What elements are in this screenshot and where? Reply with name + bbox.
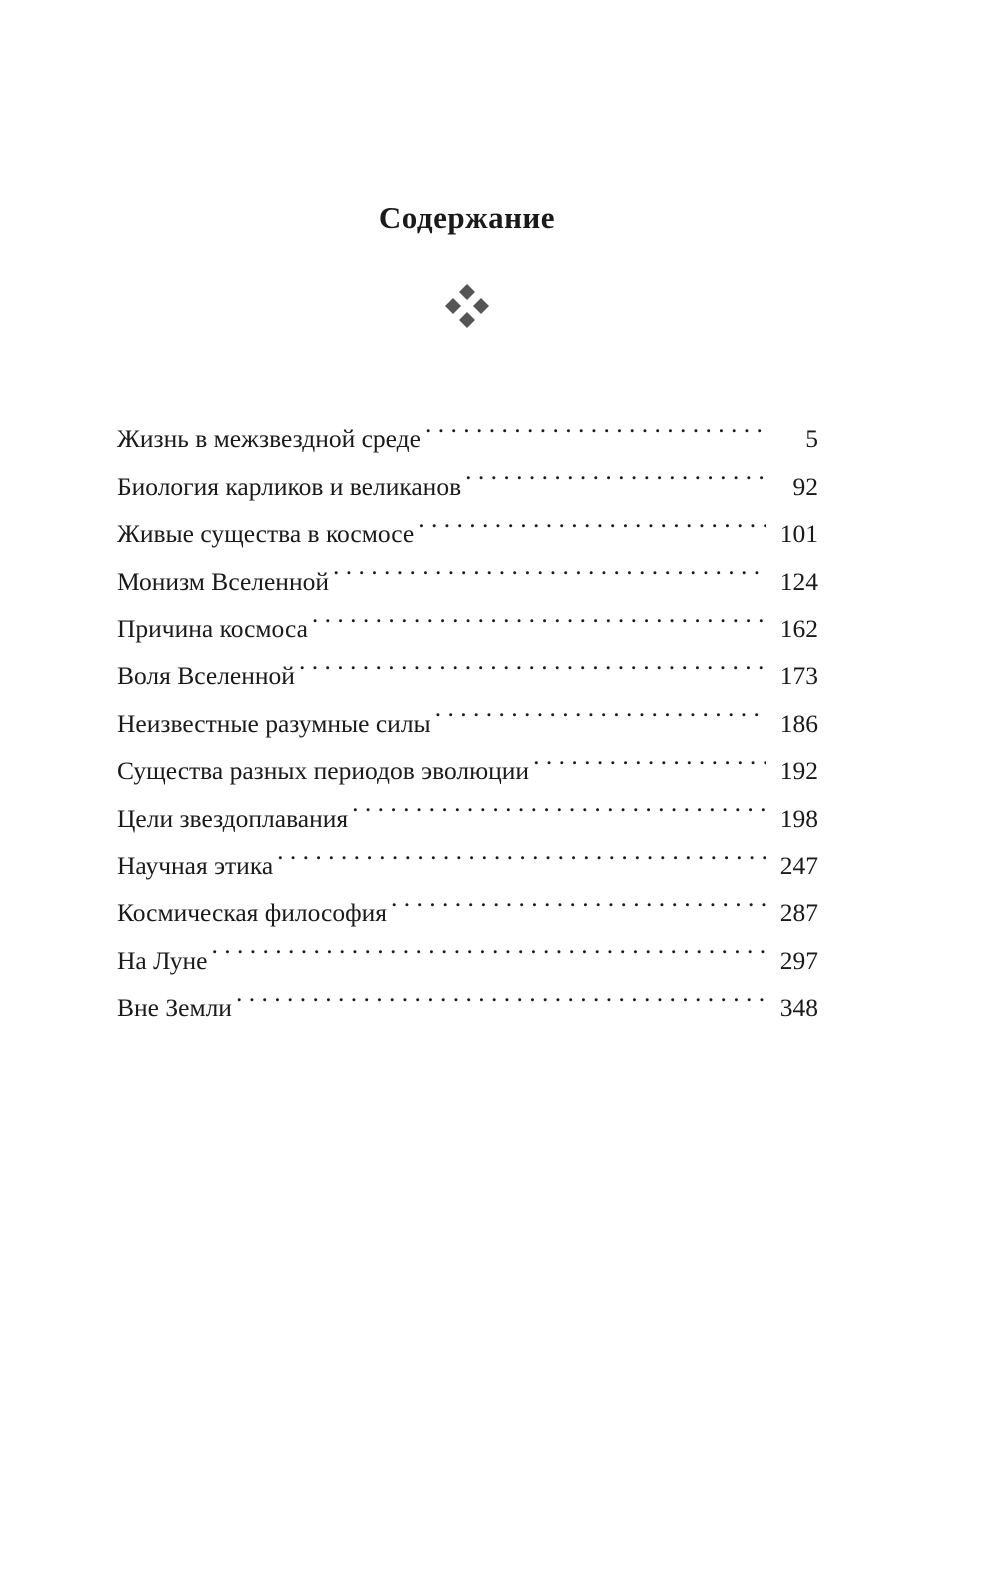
dot-leader	[312, 590, 766, 637]
dot-leader	[391, 874, 766, 921]
table-of-contents	[117, 400, 818, 1023]
toc-entry-title: Биология карликов и великанов	[117, 463, 465, 510]
toc-entry-page: 192	[766, 747, 818, 794]
toc-entry-page: 186	[766, 700, 818, 747]
toc-entry-page: 5	[766, 415, 818, 462]
toc-entry-page: 124	[766, 558, 818, 605]
toc-entry-page: 297	[766, 937, 818, 984]
toc-entry-title: Вне Земли	[117, 984, 236, 1031]
dot-leader	[435, 684, 766, 731]
dot-leader	[352, 779, 766, 826]
dot-leader	[425, 400, 766, 447]
toc-entry-page: 173	[766, 652, 818, 699]
dot-leader	[211, 921, 766, 968]
toc-entry[interactable]	[117, 921, 818, 975]
toc-entry[interactable]	[117, 969, 818, 1023]
toc-entry-page: 287	[766, 889, 818, 936]
toc-entry-page: 162	[766, 605, 818, 652]
dot-leader	[236, 969, 766, 1016]
toc-entry-title: Научная этика	[117, 842, 277, 889]
toc-entry-page: 348	[766, 984, 818, 1031]
toc-entry-page: 198	[766, 795, 818, 842]
four-diamond-ornament-icon	[443, 282, 491, 330]
toc-entry-title: Существа разных периодов эволюции	[117, 747, 533, 794]
toc-entry-title: Жизнь в межзвездной среде	[117, 415, 425, 462]
toc-entry-title: Воля Вселенной	[117, 652, 299, 699]
toc-entry[interactable]	[117, 400, 818, 454]
dot-leader	[465, 447, 766, 494]
dot-leader	[277, 827, 766, 874]
toc-entry-title: Причина космоса	[117, 605, 312, 652]
dot-leader	[418, 495, 766, 542]
toc-entry-page: 247	[766, 842, 818, 889]
page-title: Содержание	[378, 200, 556, 235]
toc-entry-title: Живые существа в космосе	[117, 510, 418, 557]
dot-leader	[333, 542, 766, 589]
toc-entry-page: 101	[766, 510, 818, 557]
toc-entry-page: 92	[766, 463, 818, 510]
toc-entry-title: Космическая философия	[117, 889, 391, 936]
toc-entry-title: Монизм Вселенной	[117, 558, 333, 605]
toc-entry-title: На Луне	[117, 937, 211, 984]
toc-entry-title: Цели звездоплавания	[117, 795, 352, 842]
dot-leader	[533, 732, 766, 779]
dot-leader	[299, 637, 766, 684]
toc-entry-title: Неизвестные разумные силы	[117, 700, 435, 747]
